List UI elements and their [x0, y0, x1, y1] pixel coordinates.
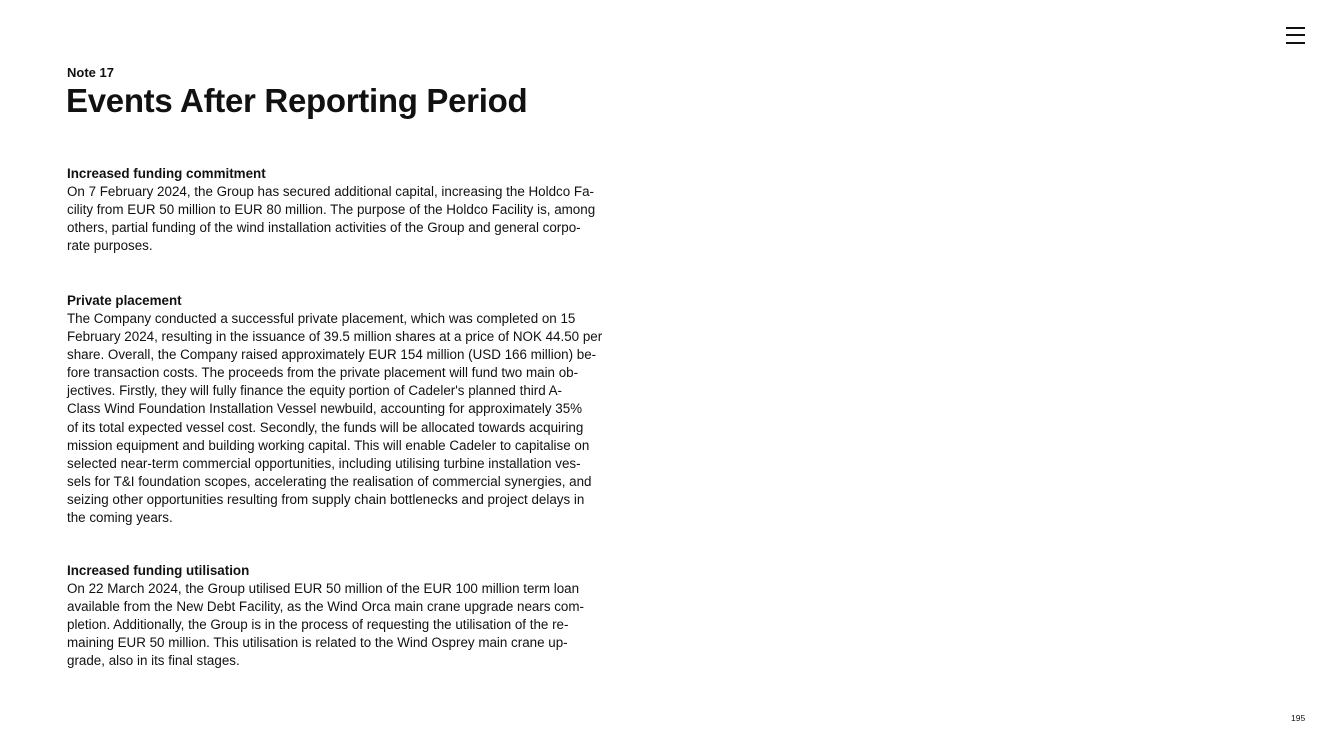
page-number: 195 — [1291, 713, 1306, 723]
paragraph-line: sels for T&I foundation scopes, accelerating the realisation of commercial synergies, and — [67, 473, 592, 489]
section-increased-funding-utilisation — [67, 562, 647, 670]
section-heading: Increased funding utilisation — [67, 563, 250, 578]
paragraph-line: others, partial funding of the wind installation activities of the Group and general corpo- — [67, 220, 581, 236]
paragraph-line: The Company conducted a successful private placement, which was completed on 15 — [67, 311, 576, 326]
paragraph-line: the coming years. — [67, 510, 173, 526]
paragraph-line: mission equipment and building working capital. This will enable Cadeler to capitalise on — [67, 437, 590, 453]
paragraph-line: available from the New Debt Facility, as the Wind Orca main crane upgrade nears com- — [67, 599, 584, 615]
paragraph-line: On 22 March 2024, the Group utilised EUR 50 million of the EUR 100 million term loan — [67, 581, 580, 596]
section-heading: Private placement — [67, 293, 182, 308]
section-increased-funding-commitment — [67, 165, 647, 255]
paragraph-line: Class Wind Foundation Installation Vessel newbuild, accounting for approximately 35% — [67, 401, 583, 417]
paragraph-line: maining EUR 50 million. This utilisation is related to the Wind Osprey main crane up- — [67, 635, 568, 651]
paragraph-line: jectives. Firstly, they will fully finance the equity portion of Cadeler's planned third A- — [67, 383, 563, 399]
note-label: Note 17 — [67, 65, 114, 80]
page-title: Events After Reporting Period — [66, 82, 528, 119]
paragraph-line: On 7 February 2024, the Group has secured additional capital, increasing the Holdco Fa- — [67, 184, 595, 199]
paragraph-line: February 2024, resulting in the issuance of 39.5 million shares at a price of NOK 44.50 per — [67, 329, 603, 345]
paragraph-line: grade, also in its final stages. — [67, 653, 240, 669]
section-private-placement — [67, 292, 647, 527]
paragraph-line: fore transaction costs. The proceeds from the private placement will fund two main ob- — [67, 365, 579, 381]
paragraph-line: pletion. Additionally, the Group is in the process of requesting the utilisation of the re- — [67, 617, 569, 633]
menu-icon-line — [1286, 27, 1305, 29]
section-heading: Increased funding commitment — [67, 166, 266, 181]
paragraph-line: rate purposes. — [67, 238, 153, 254]
paragraph-line: of its total expected vessel cost. Secondly, the funds will be allocated towards acquiring — [67, 419, 584, 435]
menu-icon-line — [1286, 34, 1305, 36]
paragraph-line: cility from EUR 50 million to EUR 80 million. The purpose of the Holdco Facility is, among — [67, 202, 596, 218]
menu-button[interactable] — [1285, 26, 1307, 46]
paragraph-line: selected near-term commercial opportunities, including utilising turbine installation ves- — [67, 455, 581, 471]
paragraph-line: seizing other opportunities resulting from supply chain bottlenecks and project delays in — [67, 491, 585, 507]
menu-icon-line — [1286, 42, 1305, 44]
paragraph-line: share. Overall, the Company raised approximately EUR 154 million (USD 166 million) be- — [67, 347, 597, 363]
